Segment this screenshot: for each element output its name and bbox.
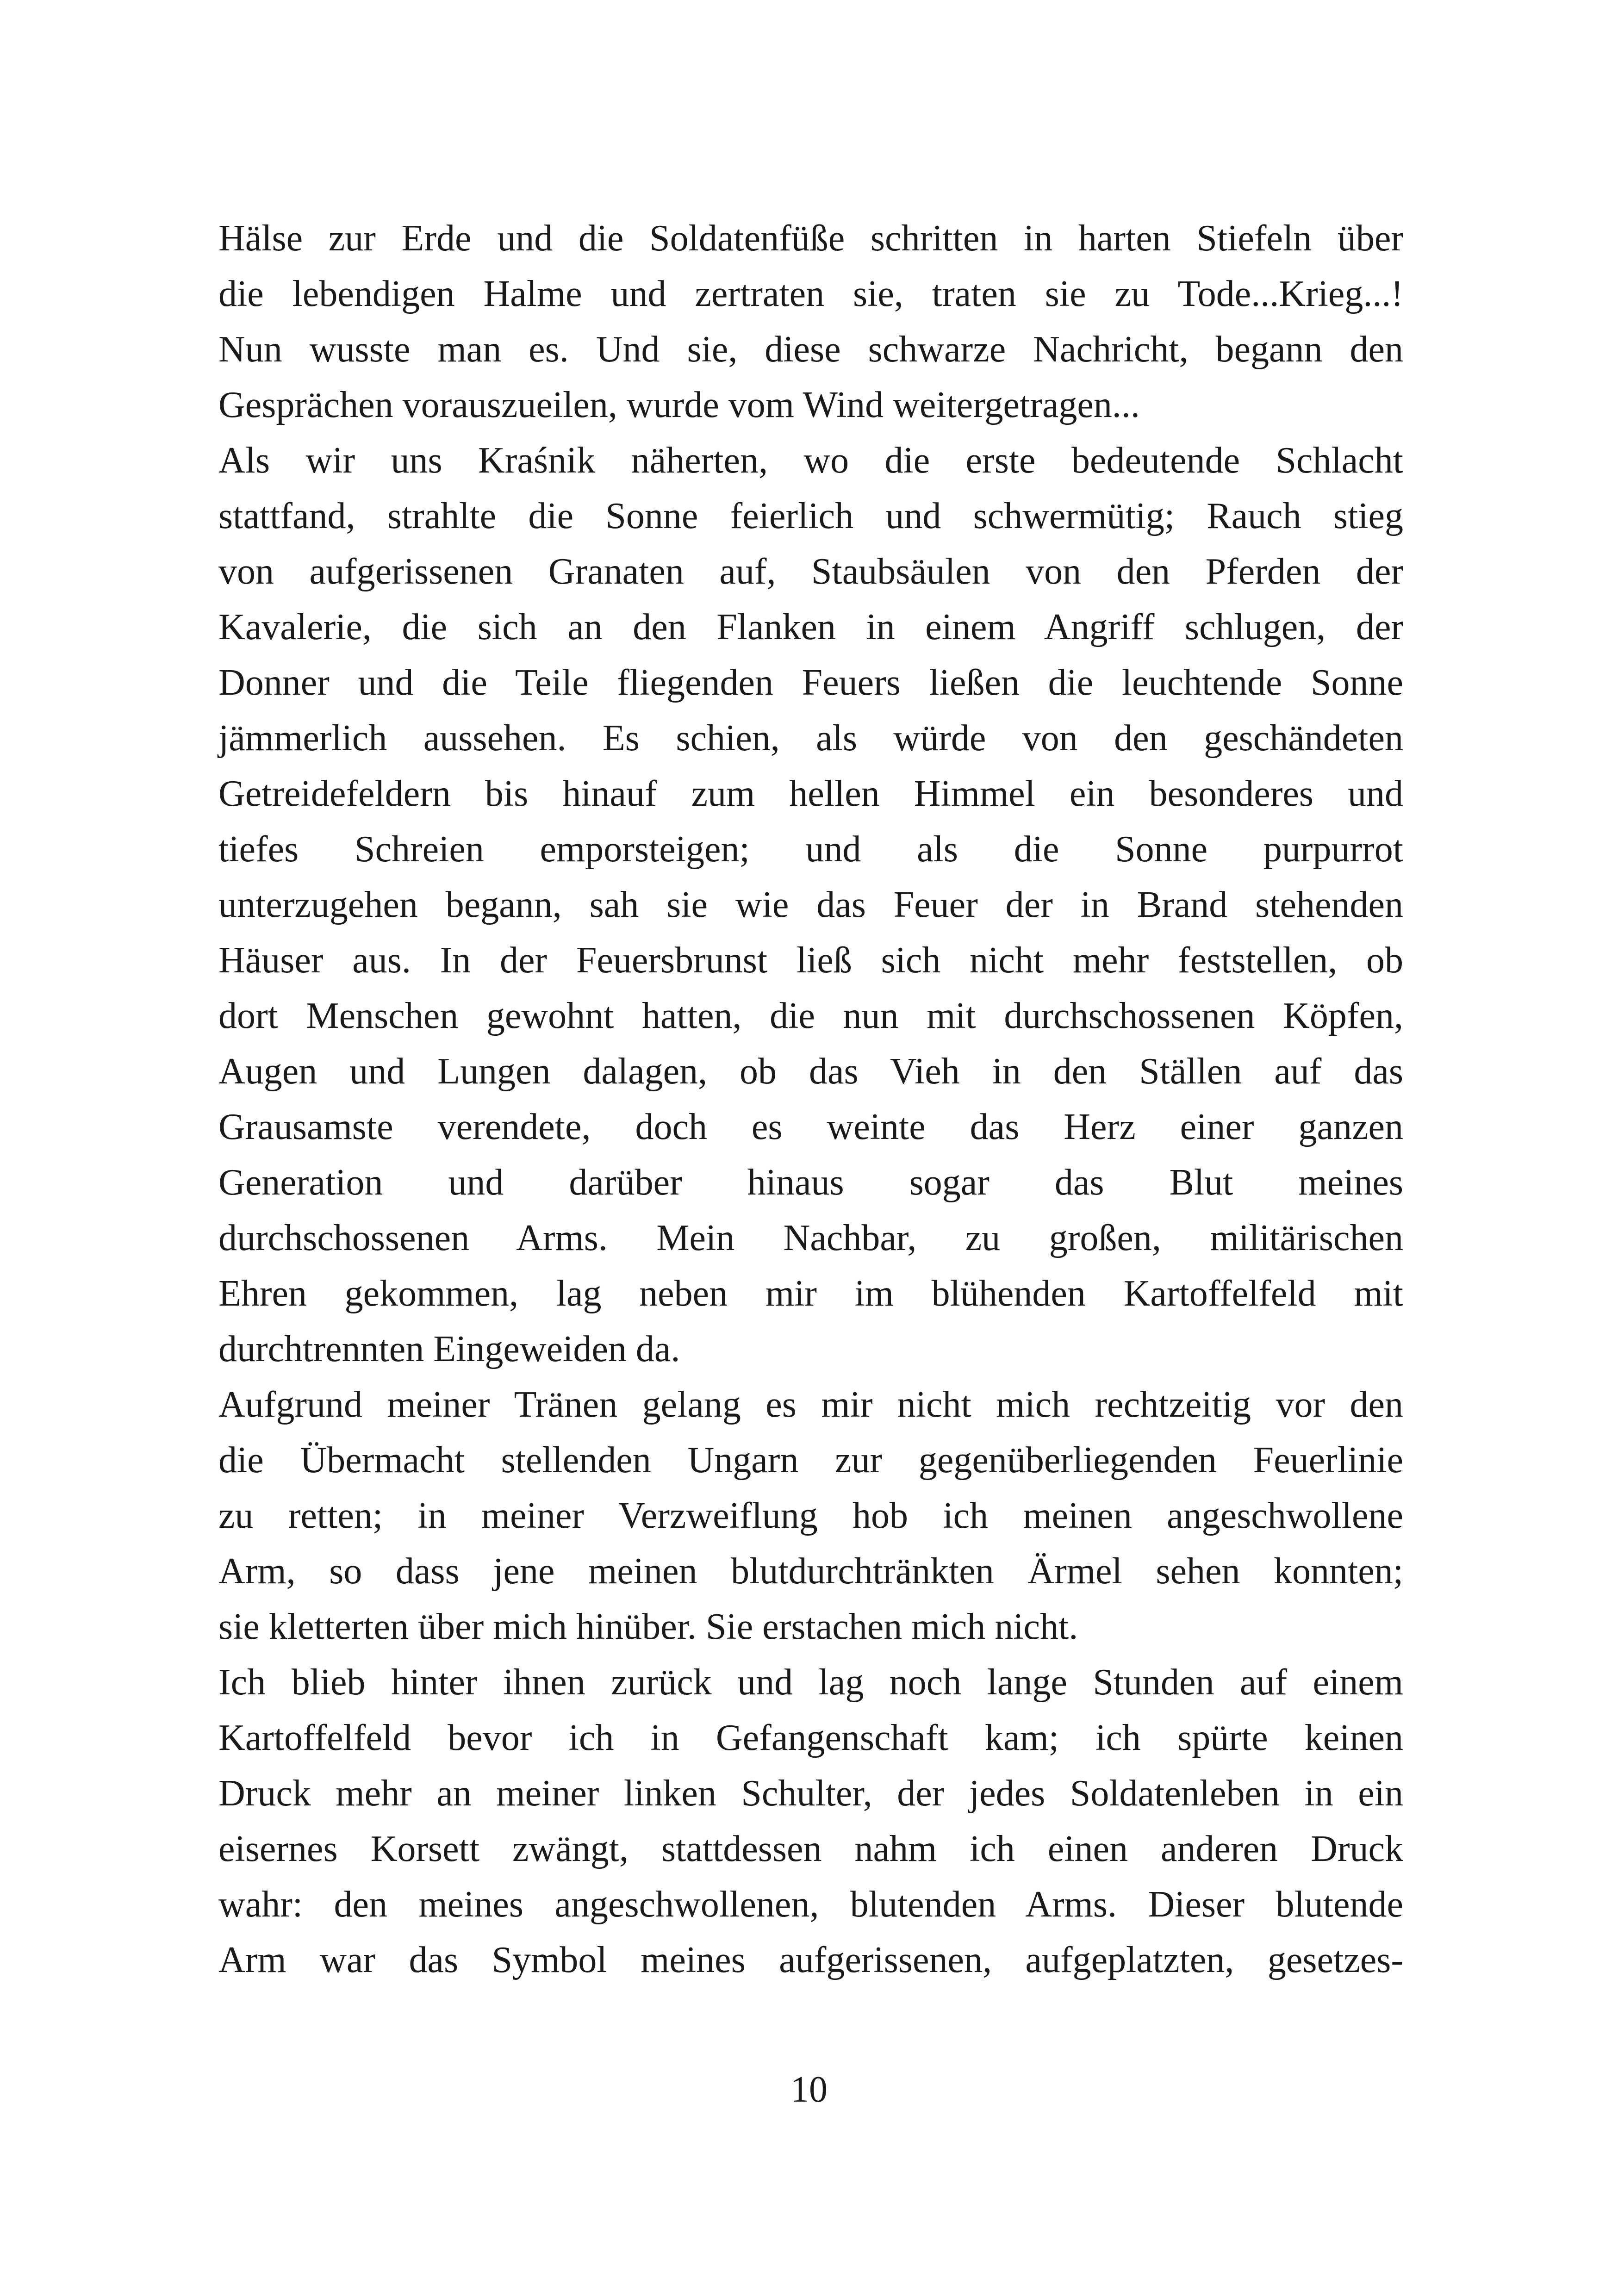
text-line: Hälse zur Erde und die Soldatenfüße schritten in harten Stiefeln über	[218, 218, 1403, 259]
text-line: Aufgrund meiner Tränen gelang es mir nicht mich rechtzeitig vor den	[218, 1384, 1403, 1425]
paragraph	[218, 433, 1403, 1377]
paragraph	[218, 1377, 1403, 1655]
text-line: Kavalerie, die sich an den Flanken in einem Angriff schlugen, der	[218, 607, 1403, 647]
text-line: jämmerlich aussehen. Es schien, als würde von den geschändeten	[218, 718, 1403, 759]
text-line: Arm, so dass jene meinen blutdurchtränkten Ärmel sehen konnten;	[218, 1551, 1403, 1592]
text-line: Ehren gekommen, lag neben mir im blühenden Kartoffelfeld mit	[218, 1273, 1403, 1314]
text-line: zu retten; in meiner Verzweiflung hob ich meinen angeschwollene	[218, 1495, 1403, 1536]
text-line: dort Menschen gewohnt hatten, die nun mit durchschossenen Köpfen,	[218, 996, 1403, 1036]
body-text	[218, 211, 1403, 1988]
text-line: Nun wusste man es. Und sie, diese schwarze Nachricht, begann den	[218, 329, 1403, 370]
text-line: Als wir uns Kraśnik näherten, wo die erste bedeutende Schlacht	[218, 440, 1403, 481]
text-line: sie kletterten über mich hinüber. Sie erstachen mich nicht.	[218, 1606, 1078, 1647]
text-line: Ich blieb hinter ihnen zurück und lag noch lange Stunden auf einem	[218, 1662, 1403, 1703]
text-line: Generation und darüber hinaus sogar das Blut meines	[218, 1162, 1403, 1203]
text-line: die lebendigen Halme und zertraten sie, traten sie zu Tode...Krieg...!	[218, 274, 1403, 314]
text-line: durchtrennten Eingeweiden da.	[218, 1329, 680, 1369]
text-line: die Übermacht stellenden Ungarn zur gegenüberliegenden Feuerlinie	[218, 1440, 1403, 1481]
text-line: tiefes Schreien emporsteigen; und als die Sonne purpurrot	[218, 829, 1403, 870]
text-line: Getreidefeldern bis hinauf zum hellen Himmel ein besonderes und	[218, 773, 1403, 814]
text-line: von aufgerissenen Granaten auf, Staubsäulen von den Pferden der	[218, 551, 1403, 592]
text-line: Grausamste verendete, doch es weinte das Herz einer ganzen	[218, 1107, 1403, 1147]
text-line: wahr: den meines angeschwollenen, blutenden Arms. Dieser blutende	[218, 1884, 1403, 1925]
paragraph	[218, 1655, 1403, 1988]
text-line: Häuser aus. In der Feuersbrunst ließ sich nicht mehr feststellen, ob	[218, 940, 1403, 981]
text-line: Augen und Lungen dalagen, ob das Vieh in den Ställen auf das	[218, 1051, 1403, 1092]
text-line: Kartoffelfeld bevor ich in Gefangenschaft kam; ich spürte keinen	[218, 1717, 1403, 1758]
text-line: durchschossenen Arms. Mein Nachbar, zu großen, militärischen	[218, 1218, 1403, 1258]
text-line: eisernes Korsett zwängt, stattdessen nahm ich einen anderen Druck	[218, 1829, 1403, 1869]
text-line: Druck mehr an meiner linken Schulter, der jedes Soldatenleben in ein	[218, 1773, 1403, 1814]
text-line: Gesprächen vorauszueilen, wurde vom Wind weitergetragen...	[218, 385, 1140, 425]
text-line: Donner und die Teile fliegenden Feuers ließen die leuchtende Sonne	[218, 662, 1403, 703]
text-line: stattfand, strahlte die Sonne feierlich und schwermütig; Rauch stieg	[218, 496, 1403, 536]
paragraph	[218, 211, 1403, 433]
text-line: unterzugehen begann, sah sie wie das Feuer der in Brand stehenden	[218, 884, 1403, 925]
page-number: 10	[790, 2069, 828, 2110]
text-line: Arm war das Symbol meines aufgerissenen, aufgeplatzten, gesetzes-	[218, 1940, 1403, 1980]
